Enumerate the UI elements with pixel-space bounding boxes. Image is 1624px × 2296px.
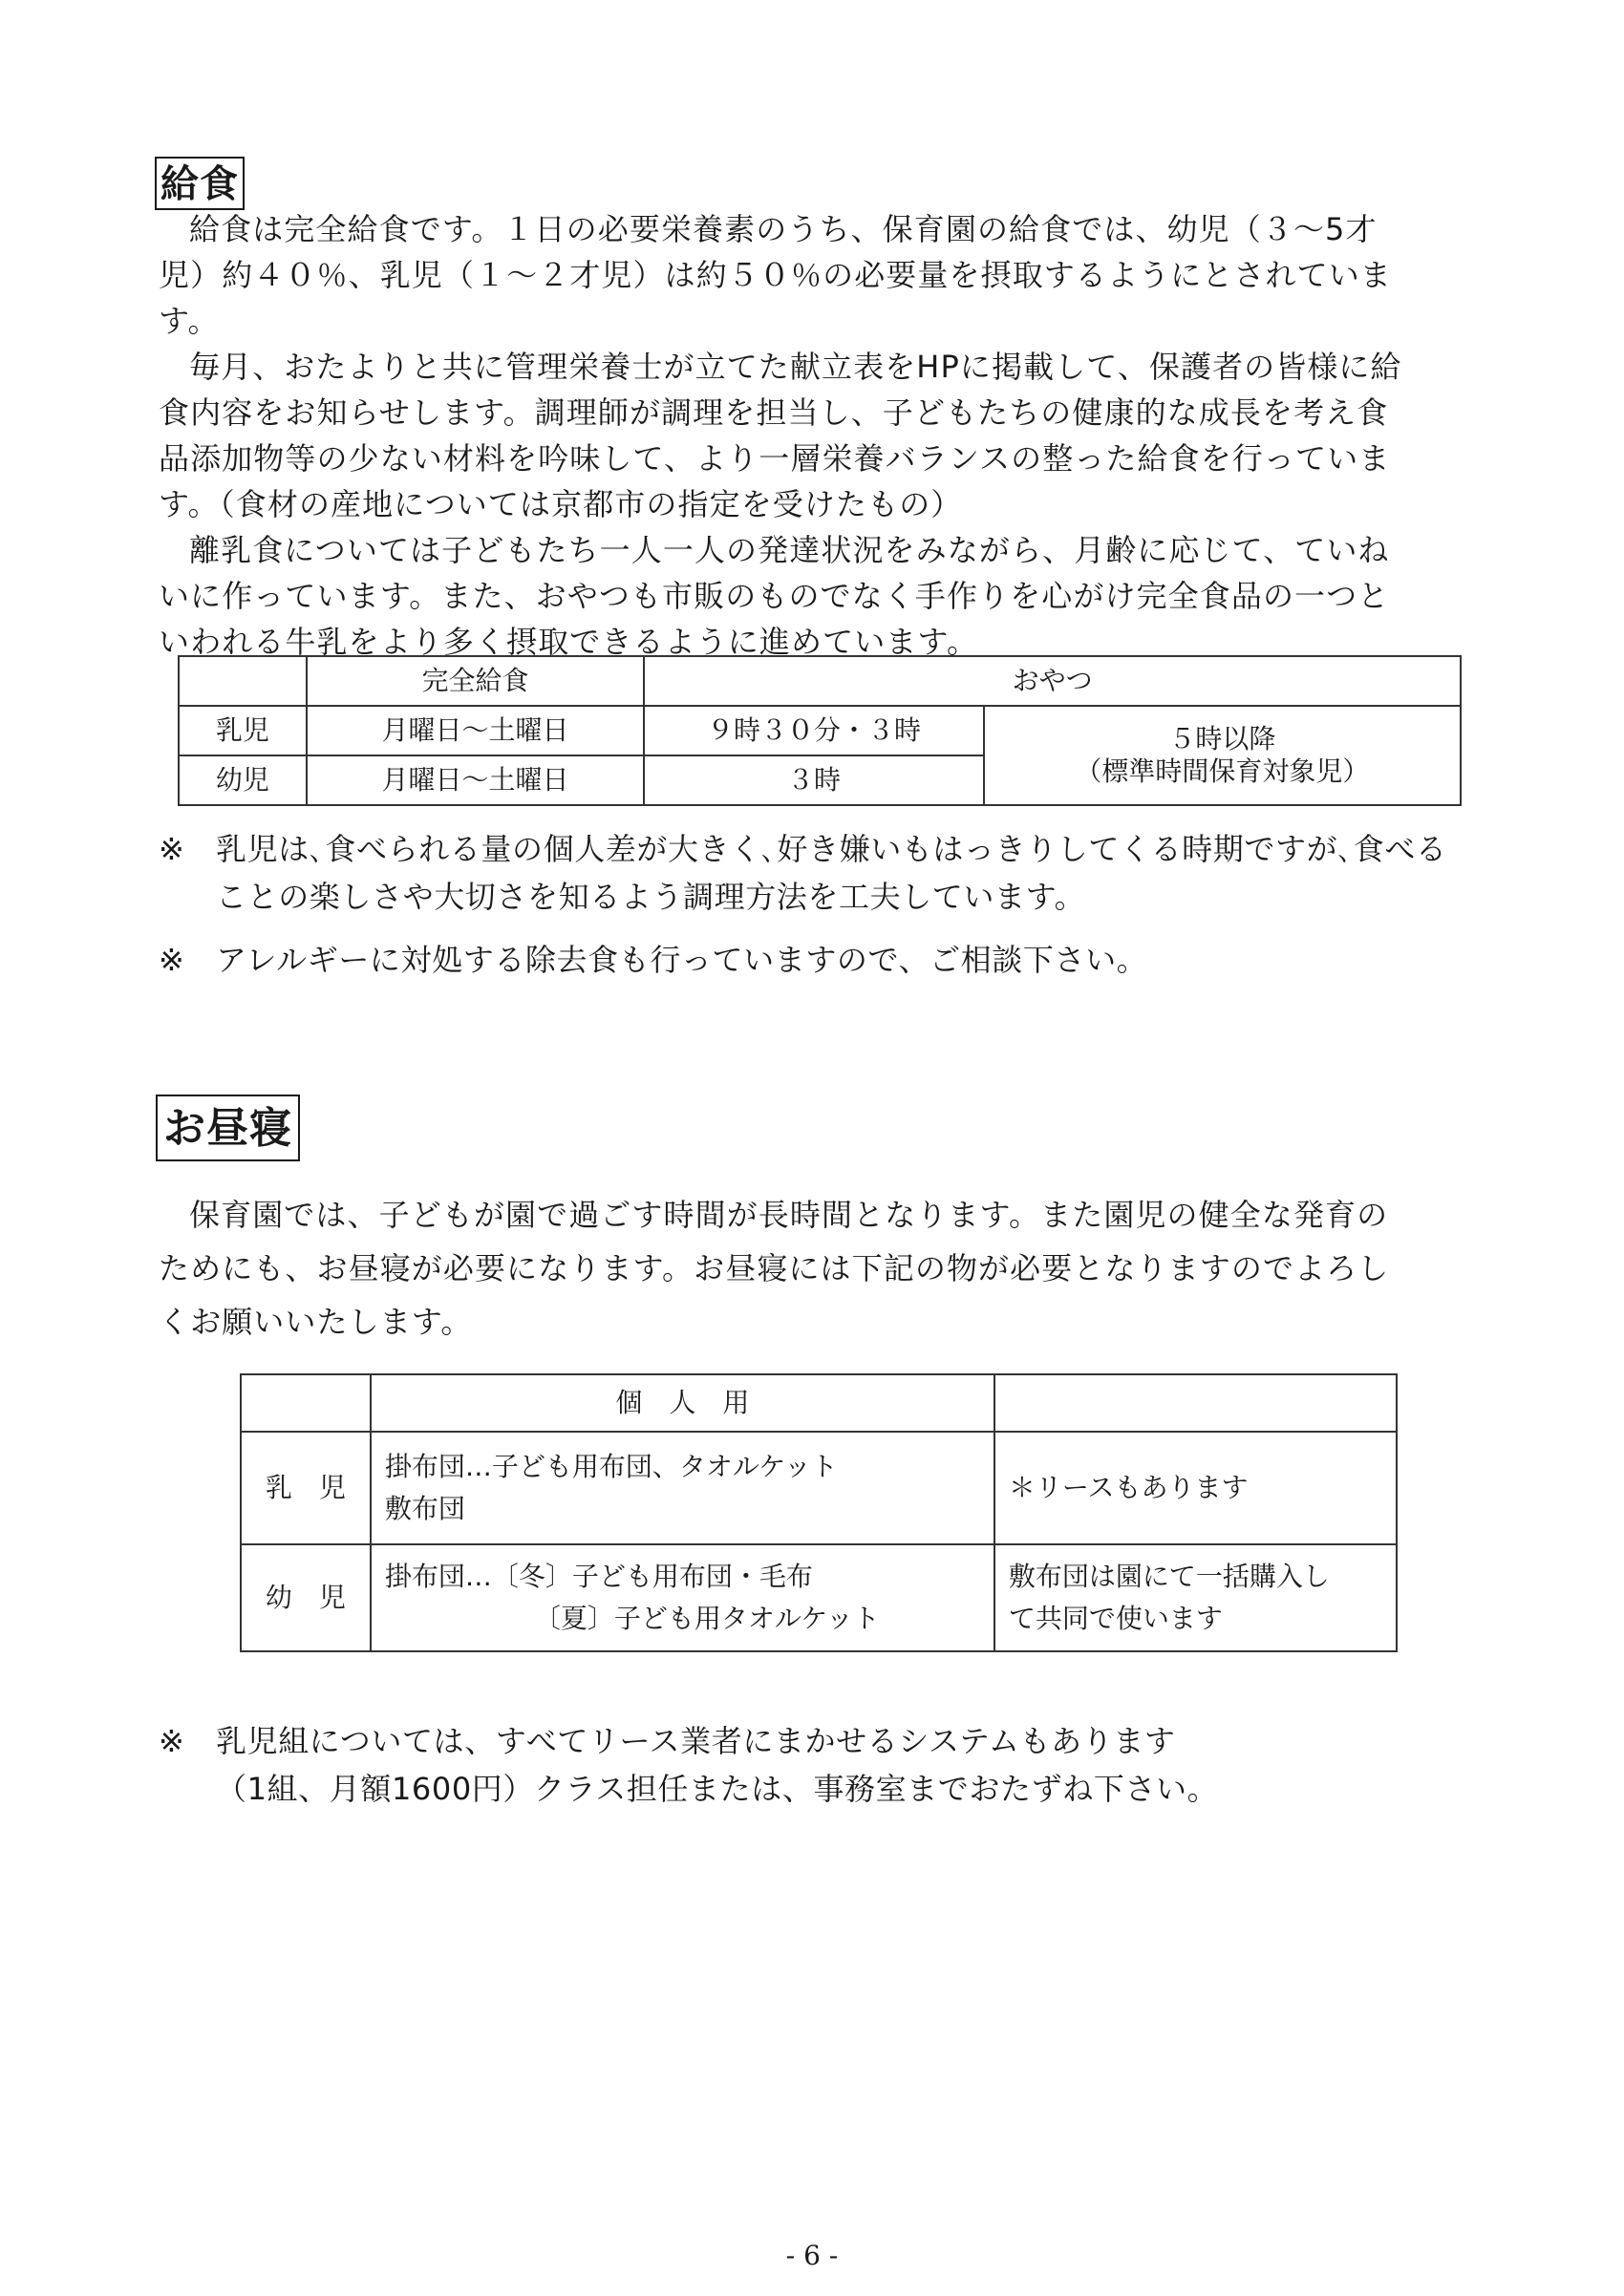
lunch-paragraph-3: 離乳食については子どもたち一人一人の発達状況をみながら、月齢に応じて、ていねいに作っています。また、おやつも市販のものでなく手作りを心がけ完全食品の一つといわれる牛乳をより多く摂取できるように進めています。 — [159, 532, 1390, 660]
row-label: 乳 児 — [241, 1432, 371, 1544]
note-mark: ※ — [159, 1723, 185, 1759]
nap-item-line: 〔夏〕子ども用タオルケット — [533, 1603, 880, 1634]
nap-item-line: 敷布団 — [384, 1493, 465, 1524]
nap-paragraph: 保育園では、子どもが園で過ごす時間が長時間となります。また園児の健全な発育のためにも、お昼寝が必要になります。お昼寝には下記の物が必要となりますのでよろしくお願いいたします。 — [159, 1197, 1390, 1340]
lunch-paragraph-2: 毎月、おたよりと共に管理栄養士が立てた献立表をHPに掲載して、保護者の皆様に給食内容をお知らせします。調理師が調理を担当し、子どもたちの健康的な成長を考え食品添加物等の少ない材料を吟味して、より一層栄養バランスの整った給食を行っています。（食材の産地については京都市の指定を受けたもの） — [159, 349, 1402, 522]
header-lunch: 完全給食 — [307, 656, 644, 706]
nap-items — [371, 1432, 994, 1544]
header-empty-cell — [241, 1374, 371, 1432]
table-row — [241, 1544, 1397, 1651]
table-header-row — [179, 656, 1461, 706]
section-title-nap: お昼寝 — [156, 1095, 300, 1161]
table-row — [241, 1432, 1397, 1544]
note-mark: ※ — [159, 942, 185, 978]
header-personal: 個 人 用 — [371, 1374, 994, 1432]
late-snack-note: （標準時間保育対象児） — [1075, 755, 1370, 787]
row-label: 幼 児 — [241, 1544, 371, 1651]
nap-items — [371, 1544, 994, 1651]
nap-item-line: 掛布団…〔冬〕子ども用布団・毛布 — [384, 1561, 813, 1592]
lunch-days: 月曜日〜土曜日 — [307, 755, 644, 805]
snack-time: ９時３０分・３時 — [644, 706, 983, 755]
snack-time: ３時 — [644, 755, 983, 805]
nap-items-table — [240, 1373, 1398, 1652]
section-title-lunch: 給食 — [155, 157, 245, 210]
header-snack: おやつ — [644, 656, 1461, 706]
nap-item-line: 掛布団…子ども用布団、タオルケット — [384, 1451, 838, 1482]
note-text: アレルギーに対処する除去食も行っていますので、ご相談下さい。 — [216, 942, 1148, 978]
note-infant-meals — [159, 825, 1458, 921]
note-allergy — [159, 936, 1458, 984]
header-empty-cell — [179, 656, 307, 706]
table-header-row — [241, 1374, 1397, 1432]
nap-remark: ＊リースもあります — [994, 1432, 1397, 1544]
note-lease-system — [159, 1717, 1458, 1813]
lunch-days: 月曜日〜土曜日 — [307, 706, 644, 755]
table-row — [179, 706, 1461, 755]
page-number: - 6 - — [785, 2240, 839, 2271]
nap-description — [159, 1188, 1420, 1349]
lunch-paragraph-1: 給食は完全給食です。１日の必要栄養素のうち、保育園の給食では、幼児（３〜5才児）約４０％、乳児（１〜２才児）は約５０％の必要量を摂取するようにとされています。 — [159, 211, 1392, 339]
note-mark: ※ — [159, 831, 185, 867]
note-text: 乳児は､食べられる量の個人差が大きく､好き嫌いもはっきりしてくる時期ですが､食べることの楽しさや大切さを知るよう調理方法を工夫しています。 — [216, 831, 1447, 915]
nap-remark-line: て共同で使います — [1008, 1603, 1223, 1634]
note-text-line-1: 乳児組については、すべてリース業者にまかせるシステムもあります — [216, 1723, 1176, 1759]
lunch-description — [159, 206, 1420, 665]
note-text-line-2: （1組、月額1600円）クラス担任または、事務室までおたずね下さい。 — [216, 1771, 1219, 1807]
late-snack-time: ５時以降 — [1168, 723, 1276, 755]
nap-remark-line: 敷布団は園にて一括購入し — [1008, 1561, 1330, 1592]
row-label: 幼児 — [179, 755, 307, 805]
row-label: 乳児 — [179, 706, 307, 755]
lunch-schedule-table — [178, 655, 1462, 806]
nap-remark — [994, 1544, 1397, 1651]
late-snack-cell — [984, 706, 1461, 805]
header-remark-empty — [994, 1374, 1397, 1432]
